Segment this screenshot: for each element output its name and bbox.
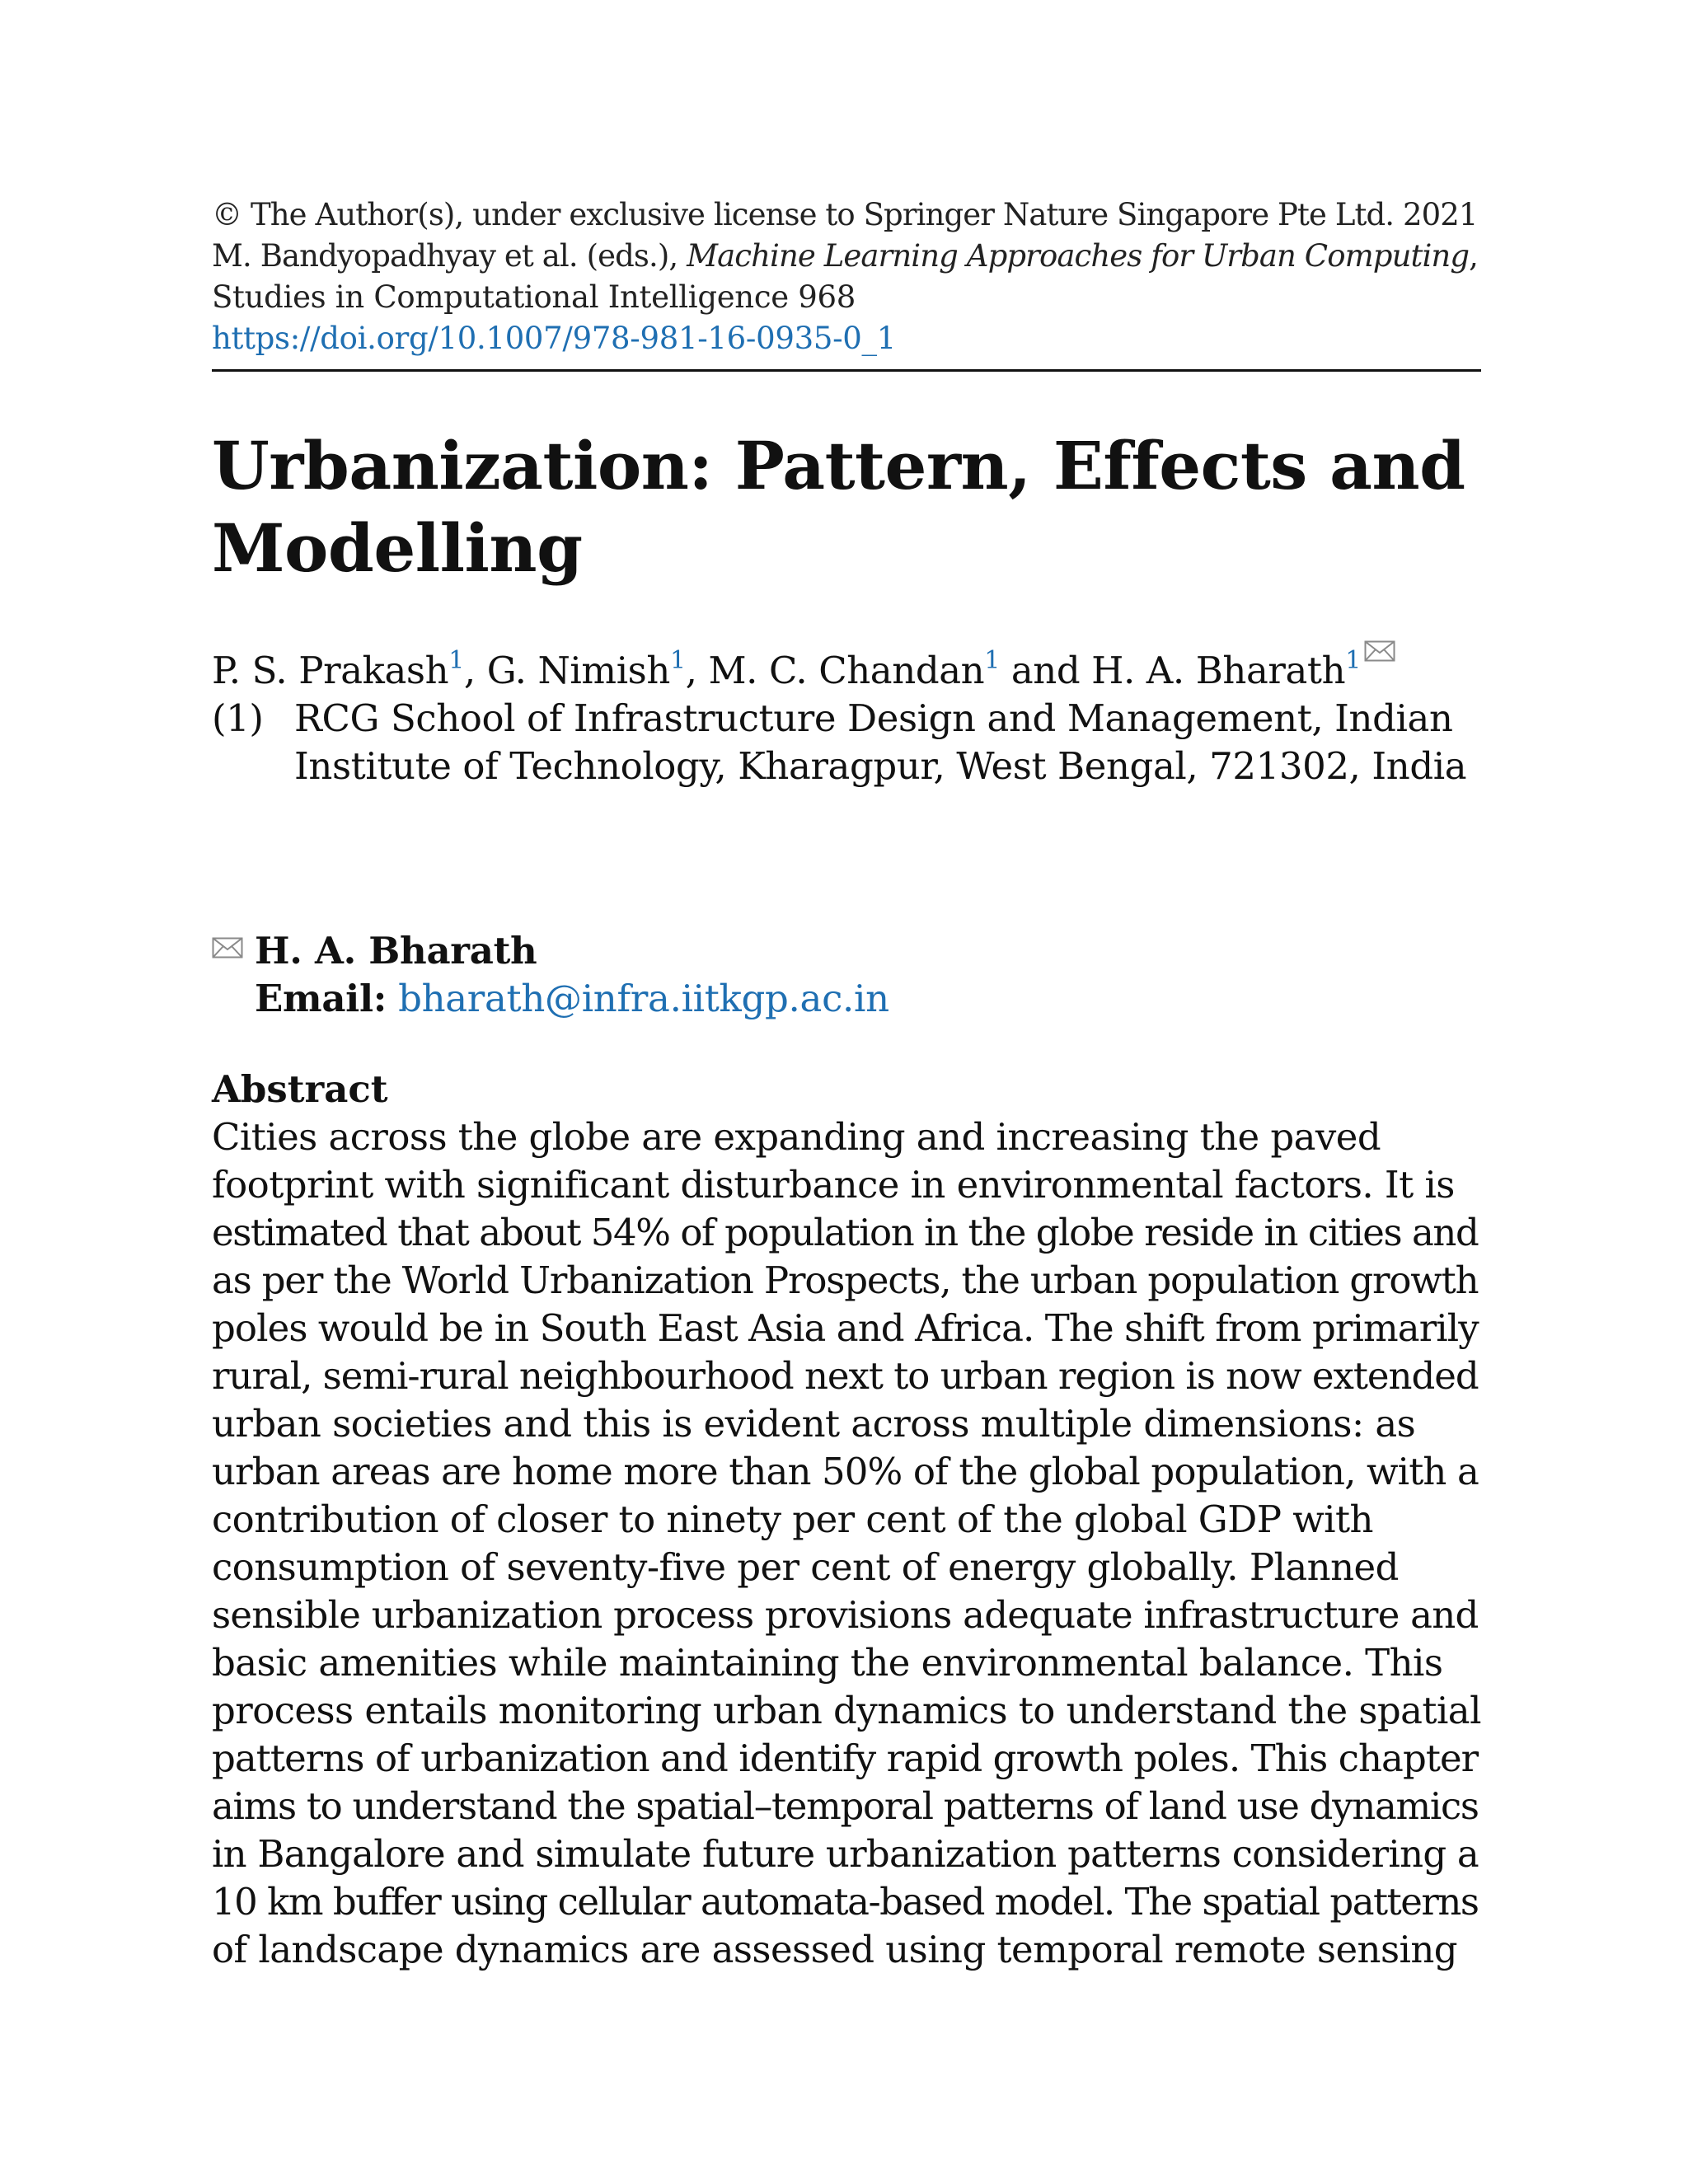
editors: M. Bandyopadhyay et al. (eds.), (212, 238, 687, 274)
affiliation-text (294, 695, 1481, 790)
email-link[interactable]: bharath@infra.iitkgp.ac.in (398, 977, 889, 1020)
abstract-line: poles would be in South East Asia and Africa. The shift from primarily (212, 1306, 1479, 1350)
affiliation-marker[interactable]: 1 (669, 646, 686, 675)
abstract-heading: Abstract (212, 1067, 388, 1111)
corresponding-author (212, 927, 1481, 1023)
doi-link[interactable]: https://doi.org/10.1007/978-981-16-0935-0_1 (212, 321, 896, 356)
abstract-line: of landscape dynamics are assessed using temporal remote sensing (212, 1928, 1458, 1971)
abstract-text (212, 1113, 1481, 1974)
affiliation-line: Institute of Technology, Kharagpur, West Bengal, 721302, India (294, 744, 1467, 788)
affiliation-marker[interactable]: 1 (448, 646, 464, 675)
author-name: M. C. Chandan (708, 649, 985, 692)
affiliation-number: (1) (212, 696, 264, 740)
author-name: H. A. Bharath (1091, 649, 1346, 692)
abstract-line: urban areas are home more than 50% of the global population, with a (212, 1450, 1479, 1493)
affiliation (212, 695, 1481, 790)
envelope-icon[interactable] (1364, 640, 1395, 662)
abstract-line: contribution of closer to ninety per cent of the global GDP with (212, 1497, 1373, 1541)
abstract-line: patterns of urbanization and identify rapid growth poles. This chapter (212, 1736, 1479, 1780)
author-list (212, 640, 1481, 695)
affiliation-marker[interactable]: 1 (984, 646, 1000, 675)
abstract-line: as per the World Urbanization Prospects, the urban population growth (212, 1258, 1479, 1302)
abstract-line: urban societies and this is evident across multiple dimensions: as (212, 1402, 1416, 1446)
author-separator: , (685, 649, 709, 692)
author-separator: , (463, 649, 487, 692)
email-label: Email: (255, 977, 387, 1020)
corresponding-author-name: H. A. Bharath (255, 929, 537, 972)
series-line: Studies in Computational Intelligence 968 (212, 279, 856, 315)
abstract-line: Cities across the globe are expanding and increasing the paved (212, 1115, 1381, 1159)
abstract-line: estimated that about 54% of population in the globe reside in cities and (212, 1211, 1479, 1254)
abstract-line: basic amenities while maintaining the environmental balance. This (212, 1641, 1443, 1685)
envelope-icon (212, 937, 243, 958)
title-line: Modelling (212, 509, 583, 587)
abstract-line: 10 km buffer using cellular automata-based model. The spatial patterns (212, 1880, 1479, 1924)
abstract-line: rural, semi-rural neighbourhood next to urban region is now extended (212, 1354, 1479, 1398)
book-title-suffix: , (1469, 238, 1478, 274)
author-separator: and (999, 649, 1092, 692)
title-line: Urbanization: Pattern, Effects and (212, 427, 1465, 504)
abstract-line: in Bangalore and simulate future urbanization patterns considering a (212, 1832, 1479, 1876)
paper-page (212, 194, 1481, 1974)
abstract-line: consumption of seventy-five per cent of energy globally. Planned (212, 1545, 1399, 1589)
chapter-title (212, 424, 1481, 589)
publication-header (212, 194, 1481, 359)
affiliation-marker[interactable]: 1 (1345, 646, 1361, 675)
header-divider (212, 369, 1481, 372)
copyright-line: © The Author(s), under exclusive license to Springer Nature Singapore Pte Ltd. 2021 (212, 197, 1478, 232)
author-name: P. S. Prakash (212, 649, 449, 692)
abstract-line: footprint with significant disturbance in environmental factors. It is (212, 1163, 1455, 1207)
abstract-line: process entails monitoring urban dynamics to understand the spatial (212, 1689, 1481, 1732)
book-title: Machine Learning Approaches for Urban Computing (687, 238, 1470, 274)
abstract-line: aims to understand the spatial–temporal patterns of land use dynamics (212, 1784, 1479, 1828)
author-name: G. Nimish (486, 649, 670, 692)
abstract-line: sensible urbanization process provisions adequate infrastructure and (212, 1593, 1479, 1637)
affiliation-line: RCG School of Infrastructure Design and Management, Indian (294, 696, 1453, 740)
editors-line (212, 236, 1481, 277)
